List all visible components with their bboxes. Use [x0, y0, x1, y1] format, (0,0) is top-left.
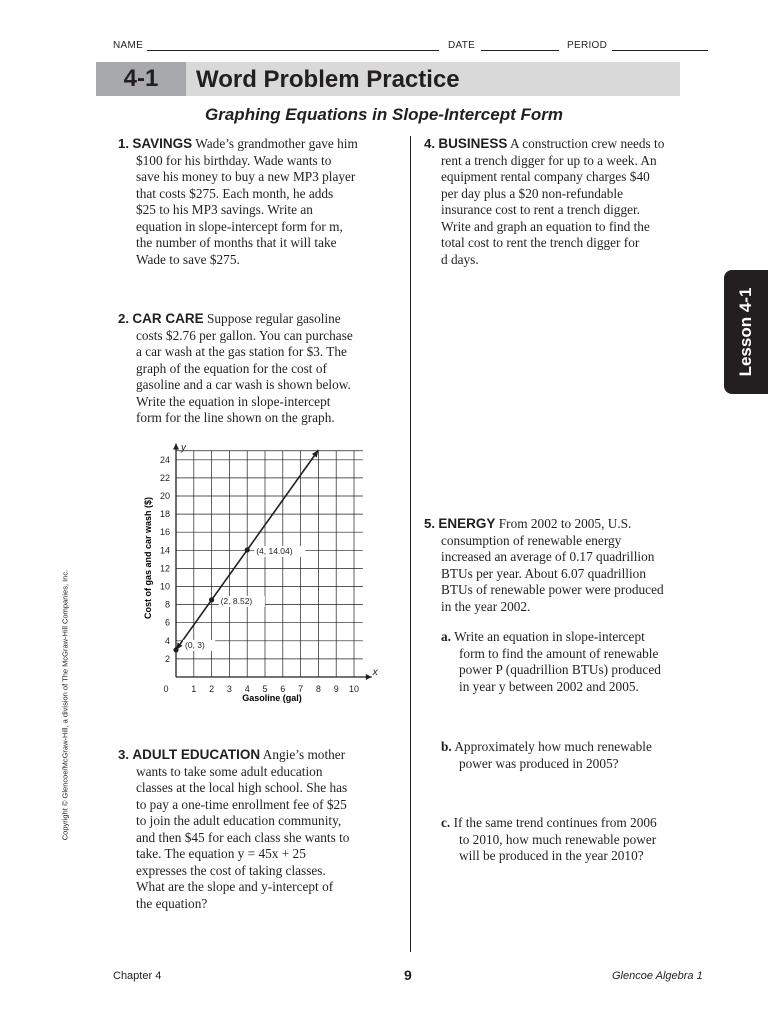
x-tick-label: 9 — [333, 684, 339, 694]
y-tick-label: 24 — [159, 454, 170, 465]
problem-text-line: will be produced in the year 2010? — [459, 848, 644, 863]
problem-5b — [441, 739, 716, 772]
name-label: NAME — [113, 40, 144, 51]
footer-page-number: 9 — [404, 967, 412, 983]
problem-number: 2. — [118, 311, 130, 326]
problem-2 — [118, 311, 403, 427]
problem-text-line: equipment rental company charges $40 — [441, 169, 650, 184]
period-label: PERIOD — [567, 40, 608, 51]
x-tick-label: 5 — [262, 684, 268, 694]
y-tick-label: 8 — [164, 599, 170, 610]
x-tick-label: 0 — [163, 684, 169, 694]
column-divider — [410, 136, 411, 952]
problem-text-line: power P (quadrillion BTUs) produced — [459, 662, 661, 677]
x-tick-label: 6 — [280, 684, 286, 694]
footer-book: Glencoe Algebra 1 — [612, 970, 703, 982]
y-tick-label: 6 — [164, 617, 170, 628]
gas-cost-graph — [130, 432, 390, 712]
footer-chapter: Chapter 4 — [113, 970, 162, 982]
y-tick-label: 16 — [159, 527, 170, 538]
problem-text-line: consumption of renewable energy — [441, 532, 622, 548]
y-tick-label: 14 — [159, 545, 170, 556]
problem-5 — [424, 516, 714, 615]
problem-text-line: $100 for his birthday. Wade wants to — [136, 152, 332, 168]
problem-text-line: the equation? — [136, 895, 208, 911]
problem-text-line: Suppose regular gasoline — [207, 311, 341, 326]
copyright-notice — [58, 540, 72, 870]
problem-title: ADULT EDUCATION — [132, 747, 261, 762]
problem-text-line: and then $45 for each class she wants to — [136, 829, 350, 845]
problem-text-line: From 2002 to 2005, U.S. — [498, 516, 632, 531]
problem-text-line: Approximately how much renewable — [454, 739, 652, 754]
problem-text-line: in year y between 2002 and 2005. — [459, 678, 639, 694]
data-point — [173, 647, 178, 652]
problem-title: ENERGY — [438, 516, 496, 531]
y-tick-label: 2 — [164, 653, 170, 664]
point-label: (2, 8.52) — [220, 595, 253, 606]
x-axis-letter: x — [372, 667, 378, 678]
y-axis-label: Cost of gas and car wash ($) — [143, 496, 153, 620]
problem-text-line: A construction crew needs to — [510, 136, 665, 151]
point-label: (4, 14.04) — [256, 545, 293, 556]
problem-text-line: What are the slope and y-intercept of — [136, 879, 334, 894]
problem-title: SAVINGS — [132, 136, 193, 151]
problem-text-line: take. The equation y = 45x + 25 — [136, 846, 306, 861]
lesson-number: 4-1 — [96, 62, 186, 96]
point-label: (0, 3) — [185, 639, 205, 650]
x-tick-label: 10 — [348, 684, 360, 694]
problem-text-line: in the year 2002. — [441, 598, 531, 614]
problem-text-line: insurance cost to rent a trench digger. — [441, 202, 641, 217]
problem-number: 5. — [424, 516, 436, 531]
x-tick-label: 2 — [209, 684, 215, 694]
x-tick-label: 3 — [226, 684, 232, 694]
problem-text-line: to 2010, how much renewable power — [459, 831, 657, 847]
problem-text-line: wants to take some adult education — [136, 763, 323, 779]
problem-number: 3. — [118, 747, 130, 762]
page-title: Word Problem Practice — [196, 66, 460, 93]
problem-text-line: total cost to rent the trench digger for — [441, 235, 640, 250]
page-subtitle: Graphing Equations in Slope-Intercept Form — [205, 105, 563, 124]
problem-text-line: that costs $275. Each month, he adds — [136, 185, 334, 201]
y-tick-label: 18 — [159, 509, 170, 520]
y-tick-label: 20 — [159, 491, 170, 501]
problem-text-line: per day plus a $20 non-refundable — [441, 185, 624, 201]
problem-text-line: gasoline and a car wash is shown below. — [136, 377, 351, 392]
problem-text-line: BTUs of renewable power were produced — [441, 582, 664, 597]
problem-title: CAR CARE — [132, 311, 204, 326]
problem-text-line: save his money to buy a new MP3 player — [136, 169, 356, 184]
problem-text-line: the number of months that it will take — [136, 235, 337, 250]
problem-5a — [441, 629, 716, 695]
problem-4 — [424, 136, 714, 268]
problem-text-line: BTUs per year. About 6.07 quadrillion — [441, 565, 646, 581]
problem-text-line: power was produced in 2005? — [459, 755, 619, 771]
problem-text-line: costs $2.76 per gallon. You can purchase — [136, 327, 353, 343]
x-axis-arrow — [366, 674, 372, 680]
graph-ticks — [160, 455, 359, 694]
copyright-text: Copyright © Glencoe/McGraw-Hill, a division of The McGraw-Hill Companies, Inc. — [60, 569, 70, 841]
problem-number: 4. — [424, 136, 436, 151]
problem-text-line: rent a trench digger for up to a week. An — [441, 152, 657, 168]
problem-number: 1. — [118, 136, 130, 151]
problem-1 — [118, 136, 403, 268]
problem-5c — [441, 815, 716, 865]
problem-text-line: form to find the amount of renewable — [459, 645, 659, 661]
y-tick-label: 10 — [159, 581, 170, 592]
y-tick-label: 4 — [164, 635, 170, 646]
data-point — [209, 597, 214, 602]
x-tick-label: 8 — [315, 684, 321, 694]
part-label: c. — [441, 815, 451, 830]
problem-text-line: Write and graph an equation to find the — [441, 218, 650, 234]
date-label: DATE — [448, 40, 476, 51]
problem-text-line: Angie’s mother — [262, 747, 346, 762]
date-line[interactable] — [481, 50, 559, 51]
problem-text-line: to pay a one-time enrollment fee of $25 — [136, 796, 347, 812]
x-axis-label: Gasoline (gal) — [242, 693, 302, 703]
y-axis-letter: y — [181, 442, 186, 454]
name-line[interactable] — [147, 50, 439, 51]
problem-text-line: d days. — [441, 251, 479, 267]
lesson-tab-label — [724, 270, 768, 394]
problem-title: BUSINESS — [438, 136, 508, 151]
x-tick-label: 4 — [244, 684, 250, 694]
problem-text-line: Wade’s grandmother gave him — [195, 136, 358, 151]
y-tick-label: 12 — [159, 563, 170, 574]
problem-text-line: equation in slope-intercept form for m, — [136, 218, 343, 234]
problem-3 — [118, 747, 403, 912]
problem-text-line: a car wash at the gas station for $3. The — [136, 344, 347, 359]
problem-text-line: If the same trend continues from 2006 — [453, 815, 657, 830]
problem-text-line: graph of the equation for the cost of — [136, 360, 327, 376]
problem-text-line: expresses the cost of taking classes. — [136, 862, 326, 878]
y-tick-label: 22 — [159, 472, 170, 483]
problem-text-line: classes at the local high school. She has — [136, 780, 348, 795]
line-arrowhead — [312, 450, 319, 457]
x-tick-label: 7 — [298, 684, 304, 694]
data-point — [245, 547, 250, 552]
y-axis-arrow — [173, 444, 179, 450]
problem-text-line: Write the equation in slope-intercept — [136, 393, 331, 409]
period-line[interactable] — [612, 50, 708, 51]
x-tick-label: 1 — [191, 684, 197, 694]
part-label: a. — [441, 629, 451, 644]
part-label: b. — [441, 739, 452, 754]
problem-text-line: increased an average of 0.17 quadrillion — [441, 549, 655, 564]
problem-text-line: $25 to his MP3 savings. Write an — [136, 202, 313, 217]
problem-text-line: form for the line shown on the graph. — [136, 410, 335, 425]
problem-text-line: Write an equation in slope-intercept — [454, 629, 645, 644]
problem-text-line: to join the adult education community, — [136, 813, 342, 828]
problem-text-line: Wade to save $275. — [136, 251, 240, 267]
lesson-tab-text: Lesson 4-1 — [736, 287, 755, 377]
